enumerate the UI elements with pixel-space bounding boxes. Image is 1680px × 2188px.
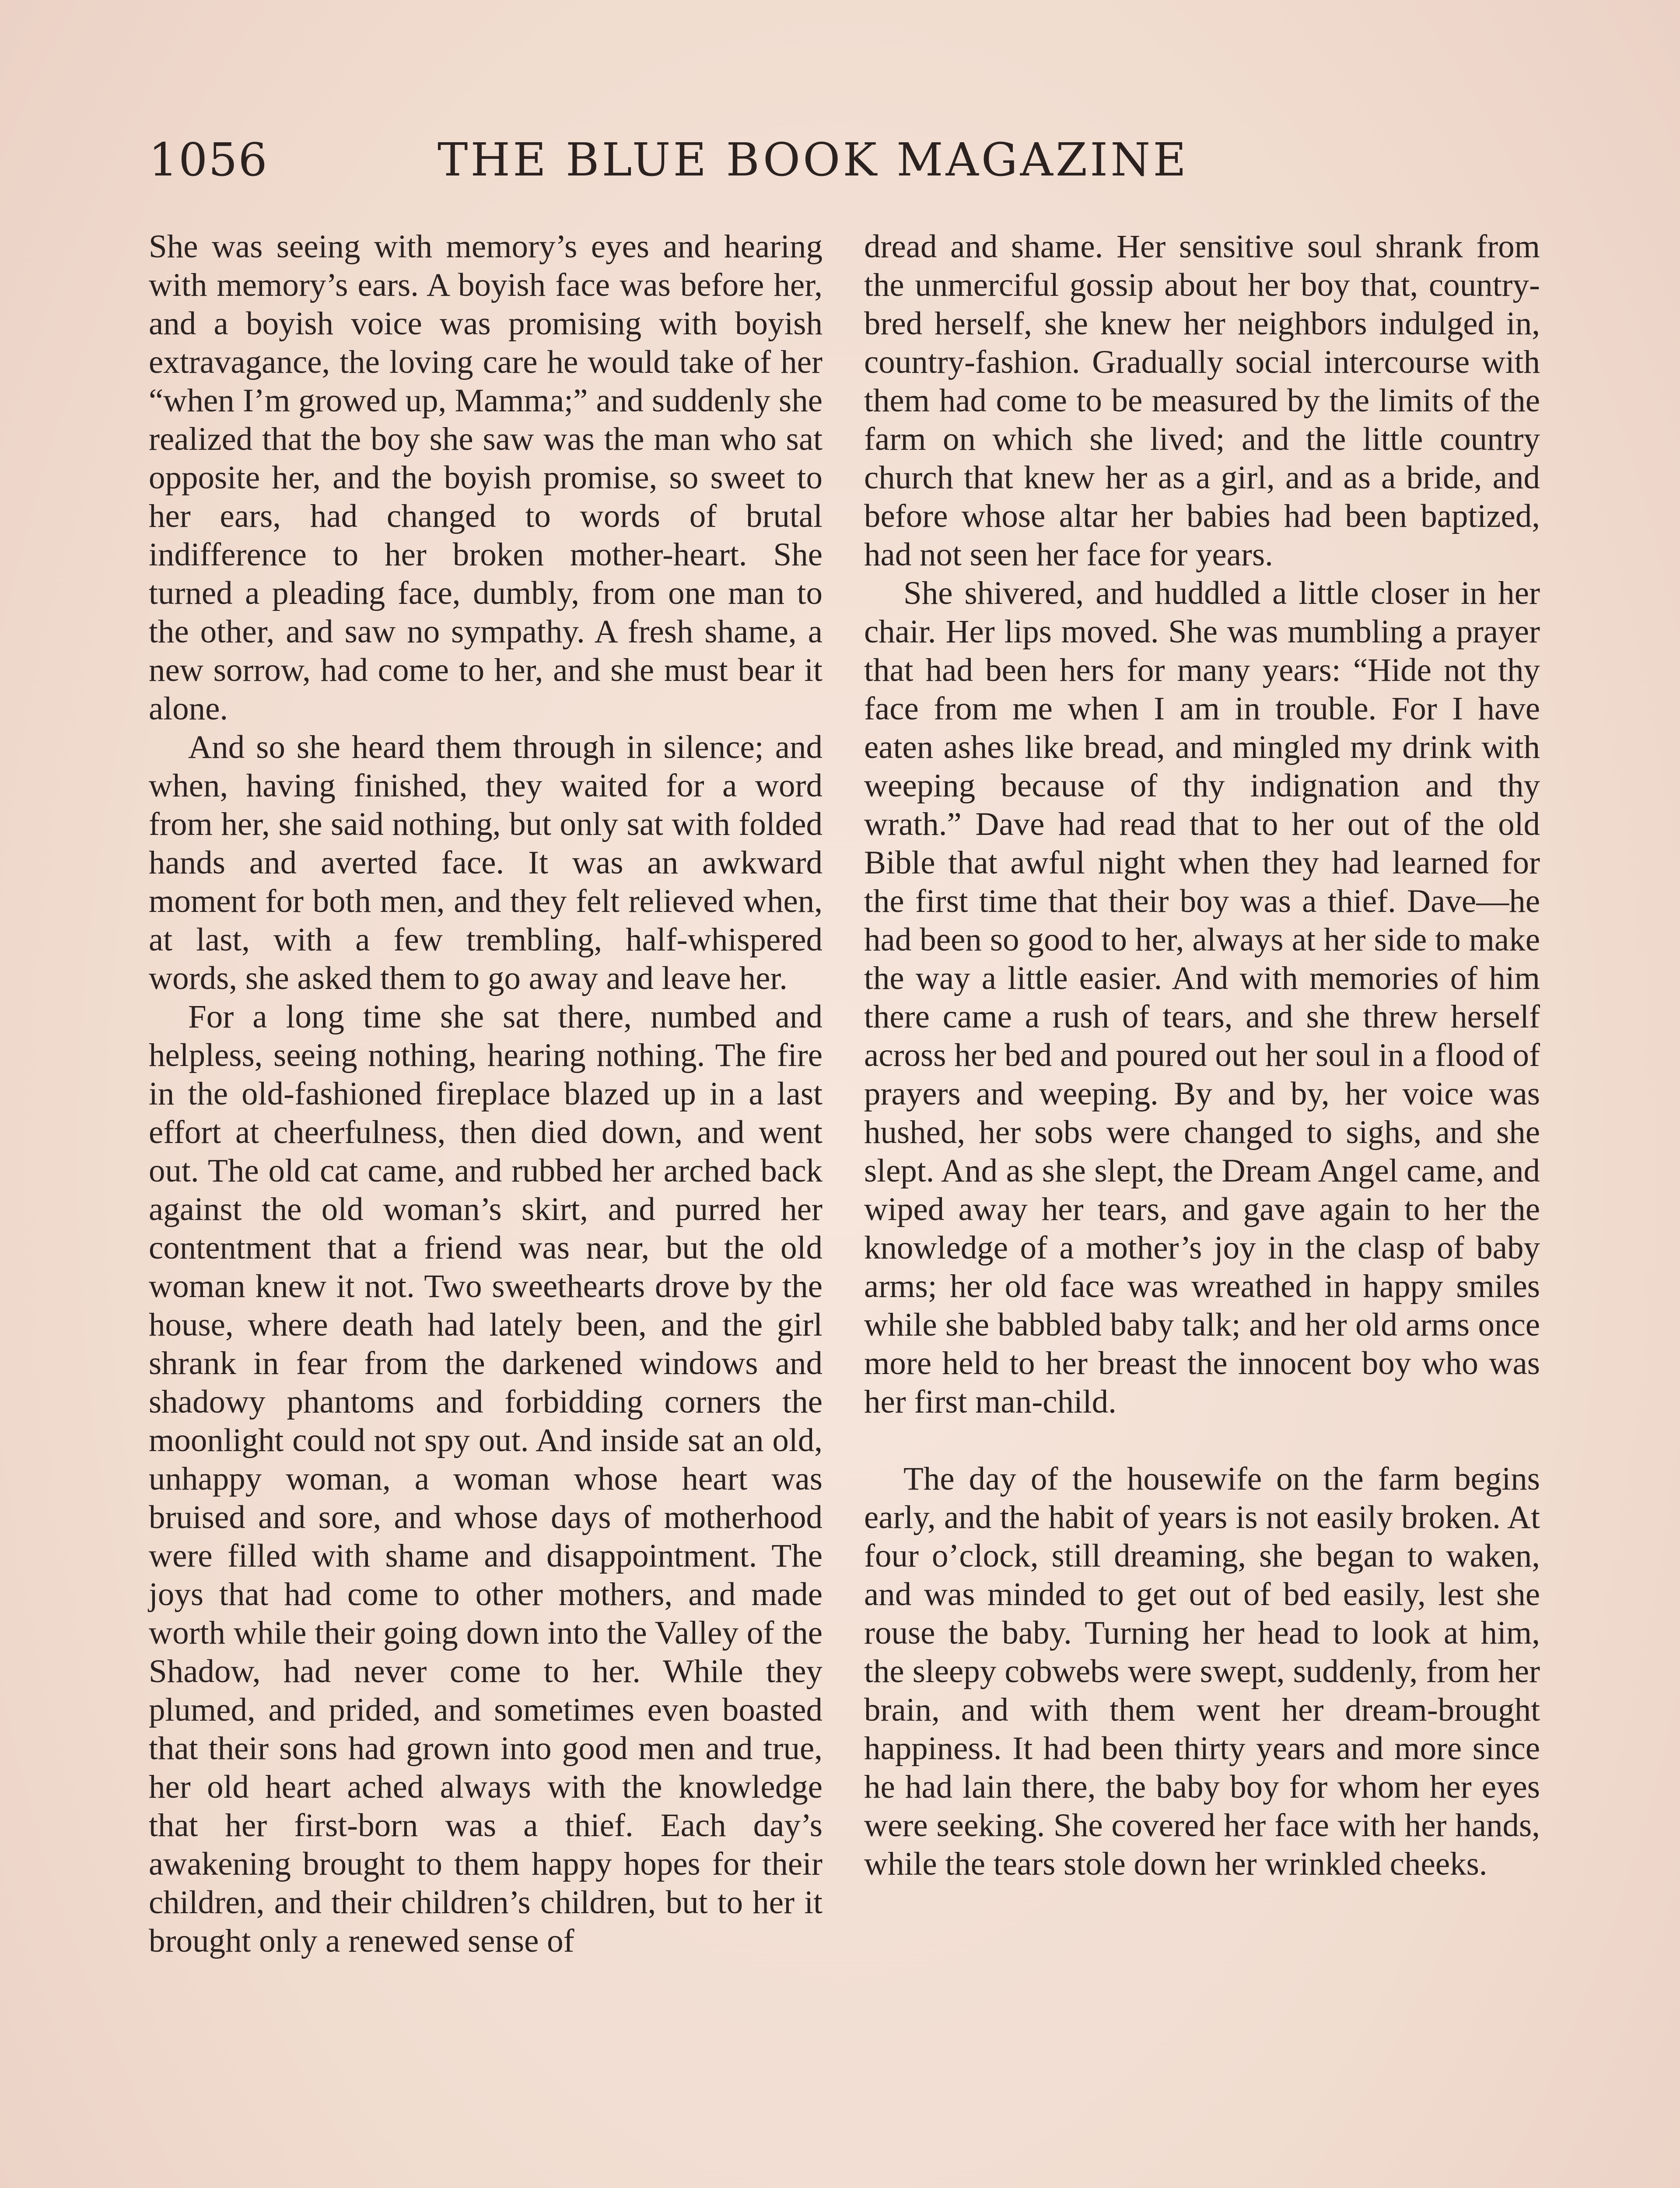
paragraph: The day of the housewife on the farm begins early, and the habit of years is not easily broken. At four o’clock, still dreaming, she began to waken, and was minded to get out of bed easily, lest she rouse the baby. Turning her head to look at him, the sleepy cobwebs were swept, suddenly, from her brain, and with them went her dream-brought happiness. It had been thirty years and more since he had lain there, the baby boy for whom her eyes were seeking. She covered her face with her hands, while the tears stole down her wrinkled cheeks.: [864, 1461, 1540, 1882]
section-break: [864, 1421, 1540, 1460]
running-title: THE BLUE BOOK MAGAZINE: [438, 133, 1189, 186]
page-header: [149, 127, 1251, 193]
paragraph: And so she heard them through in silence; and when, having finished, they waited for a word from her, she said nothing, but only sat with folded hands and averted face. It was an awkward moment for both men, and they felt relieved when, at last, with a few trembling, half-whispered words, she asked them to go away and leave her.: [149, 729, 822, 996]
page-number: 1056: [149, 133, 268, 186]
left-column: [149, 228, 822, 1960]
right-column: [864, 228, 1540, 1883]
paragraph: She was seeing with memory’s eyes and hearing with memory’s ears. A boyish face was before her, and a boyish voice was promising with boyish extravagance, the loving care he would take of her “when I’m growed up, Mamma;” and suddenly she realized that the boy she saw was the man who sat opposite her, and the boyish promise, so sweet to her ears, had changed to words of brutal indifference to her broken mother-heart. She turned a pleading face, dumbly, from one man to the other, and saw no sympathy. A fresh shame, a new sorrow, had come to her, and she must bear it alone.: [149, 228, 822, 727]
paragraph: For a long time she sat there, numbed and helpless, seeing nothing, hearing nothing. The fire in the old-fashioned fireplace blazed up in a last effort at cheerfulness, then died down, and went out. The old cat came, and rubbed her arched back against the old woman’s skirt, and purred her contentment that a friend was near, but the old woman knew it not. Two sweethearts drove by the house, where death had lately been, and the girl shrank in fear from the darkened windows and shadowy phantoms and forbidding corners the moonlight could not spy out. And inside sat an old, unhappy woman, a woman whose heart was bruised and sore, and whose days of motherhood were filled with shame and disappointment. The joys that had come to other mothers, and made worth while their going down into the Valley of the Shadow, had never come to her. While they plumed, and prided, and sometimes even boasted that their sons had grown into good men and true, her old heart ached always with the knowledge that her first-born was a thief. Each day’s awakening brought to them happy hopes for their children, and their children’s children, but to her it brought only a renewed sense of: [149, 999, 822, 1959]
paragraph: dread and shame. Her sensitive soul shrank from the unmerciful gossip about her boy that, country-bred herself, she knew her neighbors indulged in, country-fashion. Gradually social intercourse with them had come to be measured by the limits of the farm on which she lived; and the little country church that knew her as a girl, and as a bride, and before whose altar her babies had been baptized, had not seen her face for years.: [864, 228, 1540, 573]
paragraph: She shivered, and huddled a little closer in her chair. Her lips moved. She was mumbling a prayer that had been hers for many years: “Hide not thy face from me when I am in trouble. For I have eaten ashes like bread, and mingled my drink with weeping because of thy indignation and thy wrath.” Dave had read that to her out of the old Bible that awful night when they had learned for the first time that their boy was a thief. Dave—he had been so good to her, always at her side to make the way a little easier. And with memories of him there came a rush of tears, and she threw herself across her bed and poured out her soul in a flood of prayers and weeping. By and by, her voice was hushed, her sobs were changed to sighs, and she slept. And as she slept, the Dream Angel came, and wiped away her tears, and gave again to her the knowledge of a mother’s joy in the clasp of baby arms; her old face was wreathed in happy smiles while she babbled baby talk; and her old arms once more held to her breast the innocent boy who was her first man-child.: [864, 575, 1540, 1420]
